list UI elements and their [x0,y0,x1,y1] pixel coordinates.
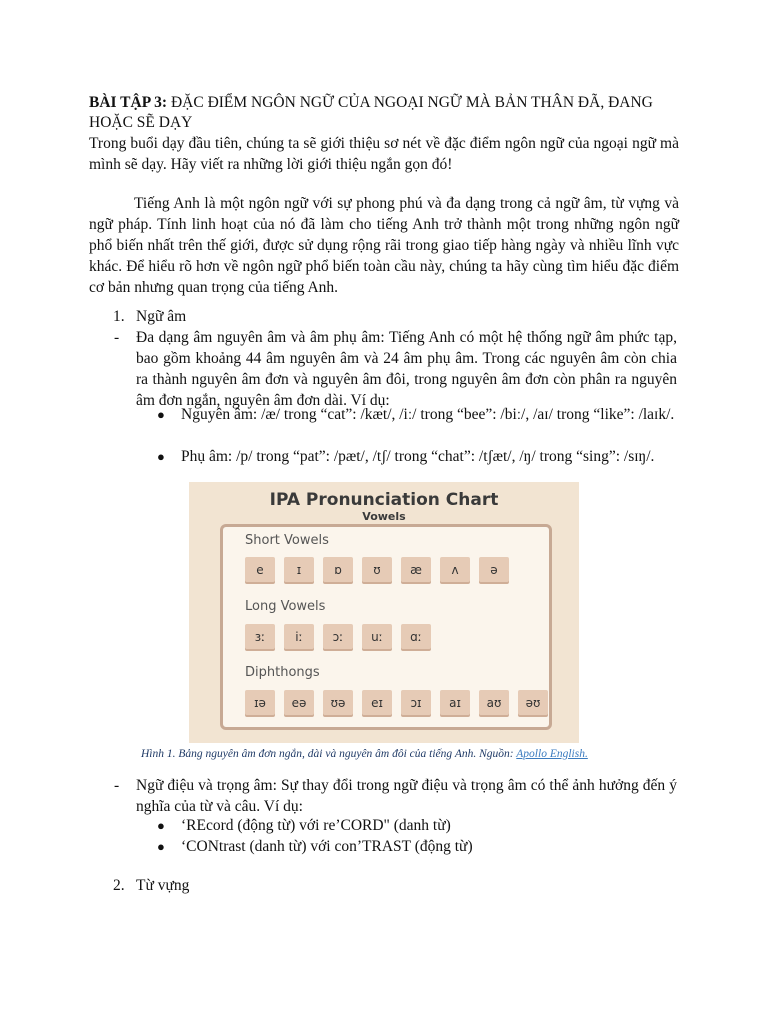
diphthongs-label: Diphthongs [245,665,320,680]
ipa-symbol-tile: aʊ [479,690,509,715]
ipa-chart-image [189,482,579,743]
dash-marker: - [114,777,120,794]
ipa-symbol-tile: ʊə [323,690,353,715]
ipa-symbol-tile: ɑː [401,624,431,649]
section-1-title: Ngữ âm [136,308,187,325]
ipa-symbol-tile: əʊ [518,690,548,715]
ipa-symbol-tile: ɔɪ [401,690,431,715]
figure-caption [141,746,588,762]
exercise-title: ĐẶC ĐIỂM NGÔN NGỮ CỦA NGOẠI NGỮ MÀ BẢN THÂN ĐÃ, ĐANG HOẶC SẼ DẠY [89,94,653,131]
long-vowels-row [245,624,431,649]
section-1-number: 1. [113,308,125,325]
caption-text: Hình 1. Bảng nguyên âm đơn ngắn, dài và nguyên âm đôi của tiếng Anh. Nguồn: [141,748,517,760]
bullet-marker: ● [157,407,165,422]
ipa-symbol-tile: eə [284,690,314,715]
phonetics-item-text: Đa dạng âm nguyên âm và âm phụ âm: Tiếng Anh có một hệ thống ngữ âm phức tạp, bao gồm khoảng 44 âm nguyên âm và 24 âm phụ âm. Trong các nguyên âm còn chia ra thành nguyên âm đơn và nguyên âm đôi, trong nguyên âm đơn còn phân ra nguyên âm đơn ngắn, nguyên âm đơn dài. Ví dụ: [136,329,677,409]
exercise-label: BÀI TẬP 3: [89,94,168,111]
ipa-symbol-tile: uː [362,624,392,649]
ipa-symbol-tile: iː [284,624,314,649]
chart-subtitle: Vowels [362,510,406,523]
intro-paragraph: Tiếng Anh là một ngôn ngữ với sự phong phú và đa dạng trong cả ngữ âm, từ vựng và ngữ pháp. Tính linh hoạt của nó đã làm cho tiếng Anh trở thành một trong những ngôn ngữ phổ biến nhất trên thế giới, được sử dụng rộng rãi trong giao tiếp hàng ngày và nhiều lĩnh vực khác. Để hiểu rõ hơn về ngôn ngữ phổ biến toàn cầu này, chúng ta hãy cùng tìm hiểu đặc điểm cơ bản nhưng quan trọng của tiếng Anh. [89,195,679,296]
consonant-example: Phụ âm: /p/ trong “pat”: /pæt/, /tʃ/ trong “chat”: /tʃæt/, /ŋ/ trong “sing”: /sɪŋ/. [181,448,655,465]
ipa-symbol-tile: ʊ [362,557,392,582]
ipa-symbol-tile: eɪ [362,690,392,715]
chart-title: IPA Pronunciation Chart [269,490,499,510]
ipa-symbol-tile: æ [401,557,431,582]
ipa-symbol-tile: ɒ [323,557,353,582]
bullet-marker: ● [157,449,165,464]
ipa-symbol-tile: ɪ [284,557,314,582]
ipa-symbol-tile: ɜː [245,624,275,649]
ipa-symbol-tile: ɪə [245,690,275,715]
ipa-symbol-tile: aɪ [440,690,470,715]
section-2-title: Từ vựng [136,877,190,894]
dash-marker: - [114,329,120,346]
ipa-symbol-tile: ʌ [440,557,470,582]
ipa-symbol-tile: ɔː [323,624,353,649]
chart-panel [220,524,552,730]
intro-text: Trong buổi dạy đầu tiên, chúng ta sẽ giới thiệu sơ nét về đặc điểm ngôn ngữ của ngoại ngữ mà mình sẽ dạy. Hãy viết ra những lời giới thiệu ngắn gọn đó! [89,135,679,173]
ipa-symbol-tile: ə [479,557,509,582]
intonation-item-text: Ngữ điệu và trọng âm: Sự thay đổi trong ngữ điệu và trọng âm có thể ảnh hưởng đến ý nghĩa của từ và câu. Ví dụ: [136,777,677,815]
ipa-symbol-tile: e [245,557,275,582]
stress-example-contrast: ‘CONtrast (danh từ) với con’TRAST (động từ) [181,838,473,855]
short-vowels-label: Short Vowels [245,533,329,548]
bullet-marker: ● [157,839,165,854]
bullet-marker: ● [157,818,165,833]
exercise-heading [89,93,689,133]
long-vowels-label: Long Vowels [245,599,326,614]
source-link[interactable]: Apollo English. [516,748,588,760]
section-2-number: 2. [113,877,125,894]
stress-example-record: ‘REcord (động từ) với re’CORD" (danh từ) [181,817,451,834]
vowel-example: Nguyên âm: /æ/ trong “cat”: /kæt/, /iː/ trong “bee”: /biː/, /aɪ/ trong “like”: /laɪk/. [181,406,675,423]
short-vowels-row [245,557,509,582]
diphthongs-row [245,690,548,715]
